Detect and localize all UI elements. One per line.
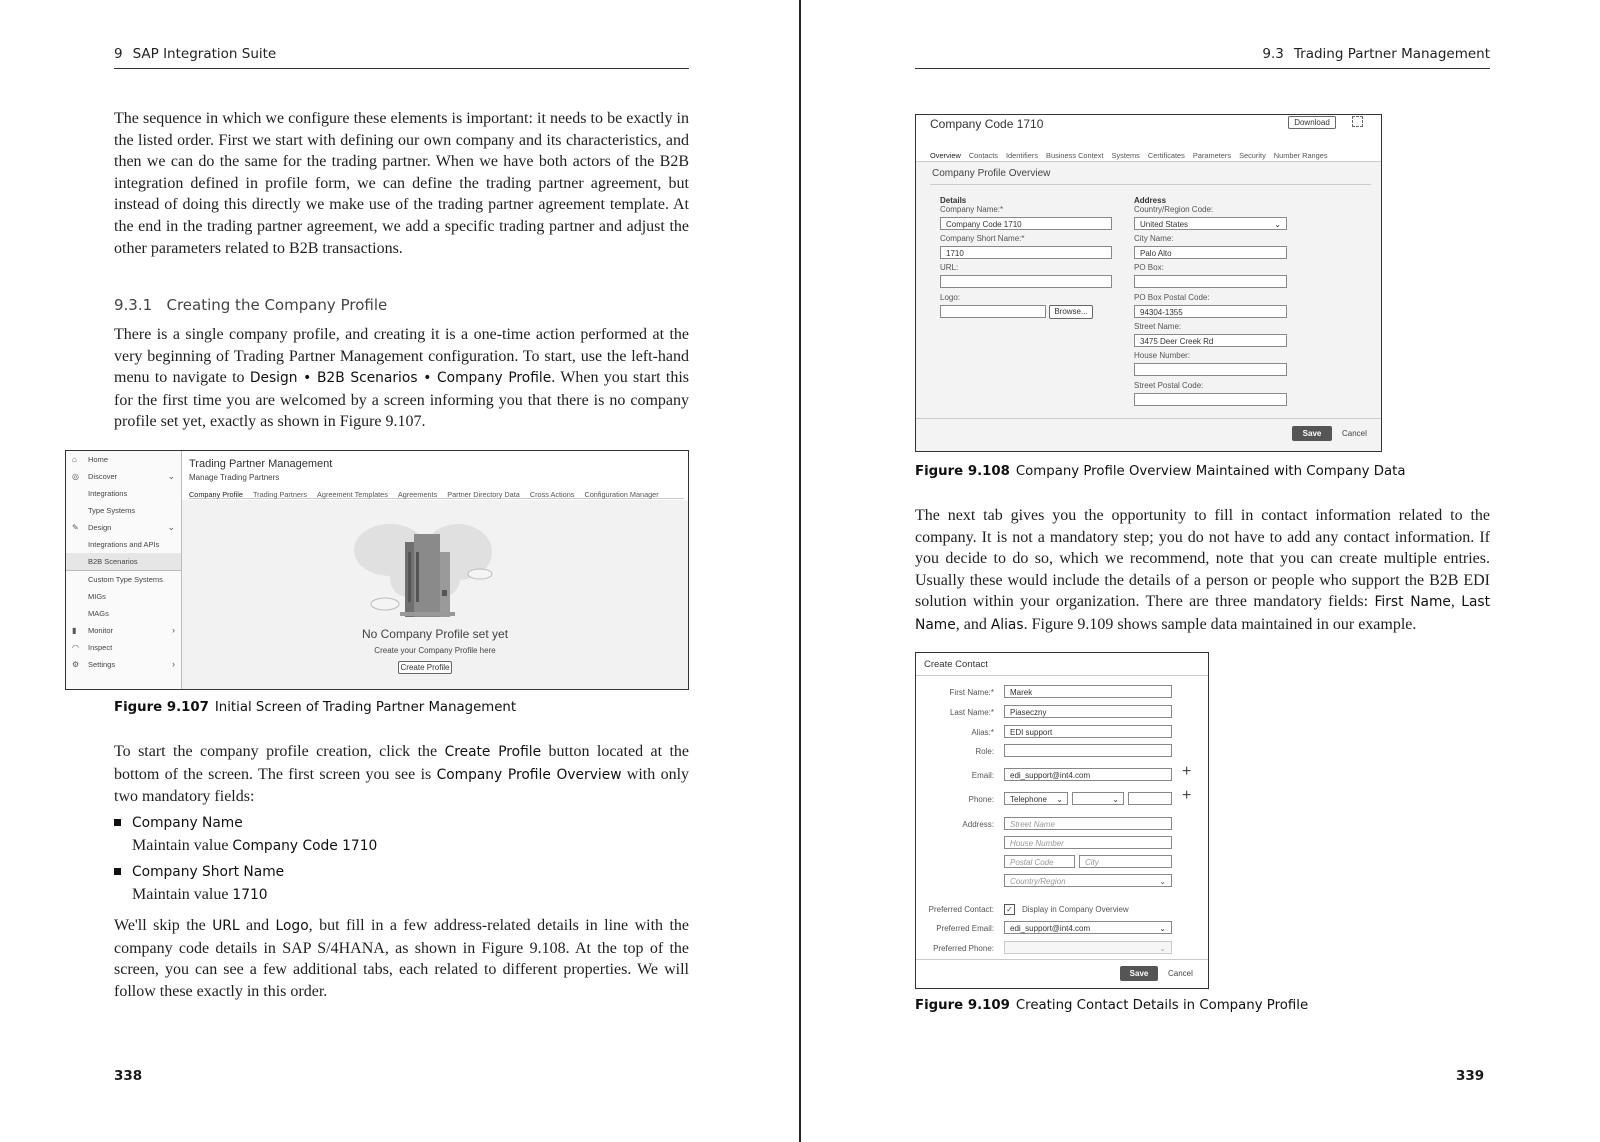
tab[interactable]: Certificates: [1147, 151, 1185, 160]
section-title: Trading Partner Management: [1293, 46, 1490, 62]
bar-chart-icon: ▮: [72, 626, 77, 635]
text-run: with only two mandatory fields:: [114, 765, 690, 806]
tab[interactable]: Business Context: [1046, 151, 1104, 160]
company-title: Company Code 1710: [930, 117, 1044, 131]
chevron-down-icon: ⌄: [1056, 795, 1063, 804]
street-name-input[interactable]: Street Name: [1004, 817, 1172, 830]
bullet-title: Company Short Name: [132, 864, 285, 881]
sidebar-item[interactable]: [66, 536, 181, 553]
role-input[interactable]: [1004, 744, 1172, 757]
paragraph-company-profile: [114, 324, 689, 433]
first-name-input[interactable]: Marek: [1004, 685, 1172, 698]
figure-9-109: [915, 652, 1209, 989]
tab[interactable]: Configuration Manager: [584, 490, 659, 499]
sidebar-item[interactable]: [66, 622, 181, 639]
tab[interactable]: Trading Partners: [252, 490, 308, 499]
menu-path: Design • B2B Scenarios • Company Profile: [249, 370, 552, 387]
save-button[interactable]: Save: [1292, 426, 1332, 441]
compass-icon: ◎: [72, 472, 79, 481]
sidebar-item-label: Integrations and APIs: [88, 540, 160, 549]
paragraph-contacts: [915, 505, 1490, 637]
bullet-square: [114, 819, 121, 826]
chevron-right-icon: ›: [172, 659, 175, 669]
pobox-postal-label: PO Box Postal Code:: [1134, 293, 1210, 302]
paragraph-skip-url: [114, 915, 689, 1002]
tab[interactable]: Cross Actions: [529, 490, 575, 499]
pobox-input[interactable]: [1134, 275, 1287, 288]
chevron-right-icon: ›: [172, 625, 175, 635]
right-page: [802, 0, 1600, 1142]
phone-type-value: Telephone: [1010, 795, 1047, 804]
postal-code-input[interactable]: Postal Code: [1004, 855, 1075, 868]
short-name-label: Company Short Name:*: [940, 234, 1025, 243]
sidebar-item-label: Type Systems: [88, 506, 136, 515]
chevron-down-icon: ⌄: [1112, 795, 1119, 804]
app-subtitle: Manage Trading Partners: [189, 473, 280, 482]
sidebar-item-label: MIGs: [88, 592, 106, 601]
chevron-down-icon: ⌄: [1159, 877, 1166, 886]
add-email-icon[interactable]: +: [1182, 763, 1192, 780]
pobox-label: PO Box:: [1134, 263, 1164, 272]
chapter-number: 9: [114, 46, 123, 62]
chapter-title: SAP Integration Suite: [132, 46, 277, 62]
sidebar-item-label: Settings: [88, 660, 116, 669]
email-label: Email:: [971, 771, 994, 780]
running-header-right: [915, 46, 1490, 69]
empty-state-title: No Company Profile set yet: [361, 627, 509, 641]
sidebar-item-label: Home: [88, 455, 109, 464]
company-name-input[interactable]: Company Code 1710: [940, 217, 1112, 230]
preferred-email-value: edi_support@int4.com: [1010, 924, 1091, 933]
short-name-input[interactable]: 1710: [940, 246, 1112, 259]
bullet-value: 1710: [232, 886, 268, 903]
sidebar-item[interactable]: [66, 502, 181, 519]
tab[interactable]: Overview: [930, 151, 961, 164]
country-value: United States: [1140, 220, 1189, 229]
bold-term: Last Name: [915, 594, 1491, 633]
bold-term: URL: [212, 918, 240, 934]
bold-term: Alias: [990, 616, 1024, 633]
text-run: Maintain value: [132, 885, 233, 903]
country-select[interactable]: [1004, 874, 1172, 887]
house-label: House Number:: [1134, 351, 1191, 360]
sidebar-item[interactable]: [66, 553, 181, 571]
cancel-button[interactable]: Cancel: [1168, 969, 1193, 978]
company-name-label: Company Name:*: [940, 205, 1004, 214]
country-select[interactable]: [1134, 217, 1287, 230]
phone-label: Phone:: [968, 795, 994, 804]
address-label: Address:: [962, 820, 994, 829]
divider: [916, 959, 1208, 960]
book-spine: [799, 0, 801, 1142]
figure-caption-109: [915, 998, 1308, 1013]
tab[interactable]: Contacts: [968, 151, 998, 160]
sidebar-item-label: B2B Scenarios: [88, 557, 138, 566]
gauge-icon: ◠: [72, 643, 79, 652]
home-icon: ⌂: [72, 455, 77, 464]
sidebar-item-label: Integrations: [88, 489, 128, 498]
tab[interactable]: Number Ranges: [1273, 151, 1328, 160]
text-run: The next tab gives you the opportunity to fill in contact information related to the company. It is not a mandatory step; you do not have to add any contact information. If you decide to do so, which we recommend, note that you can create multiple entries. Usually these would include the details of a person or people who support the B2B EDI solution within your organization. There are three mandatory fields:: [915, 507, 1490, 611]
text-run: . When you start this for the first time you are welcomed by a screen informing you that there is no company profile set yet, exactly as shown in Figure 9.107.: [114, 369, 690, 431]
text-run: . Figure 9.109 shows sample data maintained in our example.: [1023, 615, 1417, 633]
alias-label: Alias:*: [971, 728, 994, 737]
pencil-icon: ✎: [72, 523, 79, 532]
paragraph-text: The sequence in which we configure these elements is important: it needs to be exactly in the listed order. First we start with defining our own company and its characteristics, and then we can do the same for the trading partner. When we have both actors of the B2B integration defined in profile form, we can define the trading partner agreement, but instead of doing this directly we make use of the trading partner agreement template. At the end in the trading partner agreement, we add a specific trading partner and adjust the other parameters related to B2B transactions.: [114, 110, 689, 257]
app-title: Trading Partner Management: [189, 458, 333, 470]
paragraph-sequence: [114, 108, 689, 259]
figure-caption-108: [915, 464, 1406, 479]
bullet-square: [114, 868, 121, 875]
phone-number-input[interactable]: [1128, 792, 1172, 805]
bold-term: Logo: [275, 918, 309, 934]
overview-panel: [916, 161, 1381, 451]
empty-state-illustration: [350, 512, 500, 622]
phone-type-select[interactable]: [1004, 792, 1068, 805]
bullet-value: Company Code 1710: [232, 837, 378, 854]
preferred-phone-select[interactable]: [1004, 941, 1172, 954]
preferred-phone-label: Preferred Phone:: [933, 944, 994, 953]
tab[interactable]: Parameters: [1192, 151, 1232, 160]
mandatory-fields-list: [114, 812, 689, 910]
fullscreen-icon[interactable]: [1352, 116, 1363, 127]
caption-label: Figure 9.107: [114, 700, 209, 715]
running-header-left: [114, 46, 689, 69]
figure-caption-107: [114, 700, 516, 715]
first-name-label: First Name:*: [949, 688, 994, 697]
sidebar-item[interactable]: [66, 605, 181, 622]
phone-country-select[interactable]: [1072, 792, 1124, 805]
sidebar-item-label: MAGs: [88, 609, 109, 618]
section-number: 9.3.1: [114, 296, 153, 314]
text-run: , but fill in a few address-related details in line with the company code details in SAP S/4HANA, as shown in Figure 9.108. At the top of the screen, you can see a few additional tabs, each related to different properties. We will follow these exactly in this order.: [114, 917, 690, 1000]
house-number-input[interactable]: House Number: [1004, 836, 1172, 849]
sidebar: [66, 451, 182, 689]
divider: [916, 675, 1208, 676]
sidebar-item[interactable]: [66, 451, 181, 468]
caption-text: Company Profile Overview Maintained with Company Data: [1015, 464, 1406, 479]
sidebar-item-label: Monitor: [88, 626, 114, 635]
sidebar-item[interactable]: [66, 639, 181, 656]
city-input[interactable]: Palo Alto: [1134, 246, 1287, 259]
figure-9-107: [65, 450, 689, 690]
create-profile-button[interactable]: Create Profile: [398, 661, 452, 674]
pobox-postal-input[interactable]: 94304-1355: [1134, 305, 1287, 318]
text-run: To start the company profile creation, click the: [114, 743, 445, 760]
sidebar-item[interactable]: [66, 656, 181, 673]
chevron-down-icon: ⌄: [167, 522, 175, 532]
caption-text: Creating Contact Details in Company Profile: [1015, 998, 1309, 1013]
divider: [930, 184, 1371, 185]
section-number: 9.3: [1262, 46, 1284, 62]
street-input[interactable]: 3475 Deer Creek Rd: [1134, 334, 1287, 347]
cancel-button[interactable]: Cancel: [1342, 429, 1367, 438]
logo-label: Logo:: [940, 293, 961, 302]
sidebar-item-label: Inspect: [88, 643, 113, 652]
country-placeholder: Country/Region: [1010, 877, 1066, 886]
url-input[interactable]: [940, 275, 1112, 288]
sidebar-item-label: Custom Type Systems: [88, 575, 163, 584]
sidebar-item[interactable]: [66, 485, 181, 502]
page-number: 339: [1456, 1068, 1485, 1084]
last-name-label: Last Name:*: [949, 708, 994, 717]
page-number: 338: [114, 1068, 143, 1084]
divider: [916, 418, 1381, 419]
preferred-contact-checkbox[interactable]: ✓: [1004, 904, 1015, 915]
figure-9-108: [915, 114, 1382, 452]
text-run: , and: [955, 615, 991, 633]
browse-button[interactable]: Browse...: [1049, 305, 1093, 319]
text-run: and: [239, 917, 276, 934]
city-input[interactable]: City: [1079, 855, 1172, 868]
alias-input[interactable]: EDI support: [1004, 725, 1172, 738]
sidebar-item[interactable]: [66, 468, 181, 485]
street-label: Street Name:: [1134, 322, 1182, 331]
sidebar-item-label: Discover: [88, 472, 118, 481]
sidebar-item[interactable]: [66, 588, 181, 605]
chevron-down-icon: ⌄: [167, 471, 175, 481]
section-heading: [114, 296, 387, 314]
chevron-down-icon: ⌄: [1159, 944, 1166, 953]
left-page: [0, 0, 798, 1142]
section-title: Creating the Company Profile: [166, 296, 388, 314]
chevron-down-icon: ⌄: [1274, 220, 1281, 229]
bold-term: Create Profile: [444, 744, 542, 760]
country-label: Country/Region Code:: [1134, 205, 1214, 214]
preferred-contact-text: Display in Company Overview: [1022, 905, 1129, 914]
logo-input[interactable]: [940, 305, 1046, 318]
caption-label: Figure 9.108: [915, 464, 1010, 479]
preferred-contact-label: Preferred Contact:: [928, 905, 994, 914]
paragraph-create-profile: [114, 741, 689, 808]
email-input[interactable]: edi_support@int4.com: [1004, 768, 1172, 781]
tab[interactable]: Agreements: [397, 490, 438, 499]
content-area: [182, 500, 688, 689]
caption-label: Figure 9.109: [915, 998, 1010, 1013]
download-button[interactable]: Download: [1288, 116, 1336, 129]
tab[interactable]: Security: [1239, 151, 1266, 160]
tab[interactable]: Agreement Templates: [317, 490, 388, 499]
caption-text: Initial Screen of Trading Partner Management: [214, 700, 517, 715]
empty-state-subtitle: Create your Company Profile here: [374, 646, 496, 655]
role-label: Role:: [975, 747, 994, 756]
address-heading: Address: [1134, 196, 1167, 205]
tab-bar: [930, 145, 1377, 159]
add-phone-icon[interactable]: +: [1182, 787, 1192, 804]
sidebar-item[interactable]: [66, 519, 181, 536]
tab[interactable]: Company Profile: [189, 490, 243, 503]
city-label: City Name:: [1134, 234, 1174, 243]
text-run: button located at the bottom of the screen. The first screen you see is: [114, 743, 689, 783]
panel-title: Company Profile Overview: [932, 168, 1051, 179]
preferred-email-select[interactable]: [1004, 921, 1172, 934]
sidebar-item-label: Design: [88, 523, 112, 532]
url-label: URL:: [940, 263, 959, 272]
bullet-title: Company Name: [132, 815, 243, 831]
street-postal-input[interactable]: [1134, 393, 1287, 406]
street-postal-label: Street Postal Code:: [1134, 381, 1204, 390]
text-run: There is a single company profile, and creating it is a one-time action performed at the very beginning of Trading Partner Management configuration. To start, use the left-hand menu to navigate to: [114, 326, 689, 387]
bold-term: Company Profile Overview: [436, 766, 622, 783]
last-name-input[interactable]: Piaseczny: [1004, 705, 1172, 718]
tab-bar: [189, 484, 684, 499]
tab[interactable]: Systems: [1111, 151, 1140, 160]
details-heading: Details: [940, 196, 967, 205]
tab[interactable]: Identifiers: [1005, 151, 1039, 160]
save-button[interactable]: Save: [1120, 966, 1158, 981]
house-input[interactable]: [1134, 363, 1287, 376]
tab[interactable]: Partner Directory Data: [447, 490, 520, 499]
text-run: We'll skip the: [114, 917, 213, 934]
bold-term: First Name: [1374, 594, 1451, 611]
list-item: [114, 812, 689, 857]
sidebar-item[interactable]: [66, 571, 181, 588]
sidebar-list: [66, 451, 181, 673]
text-run: Maintain value: [132, 836, 233, 854]
settings-icon: ⚙: [72, 660, 80, 669]
list-item: [114, 861, 689, 906]
chevron-down-icon: ⌄: [1159, 924, 1166, 933]
dialog-title: Create Contact: [924, 659, 988, 670]
preferred-email-label: Preferred Email:: [936, 924, 994, 933]
text-run: ,: [1450, 593, 1462, 611]
